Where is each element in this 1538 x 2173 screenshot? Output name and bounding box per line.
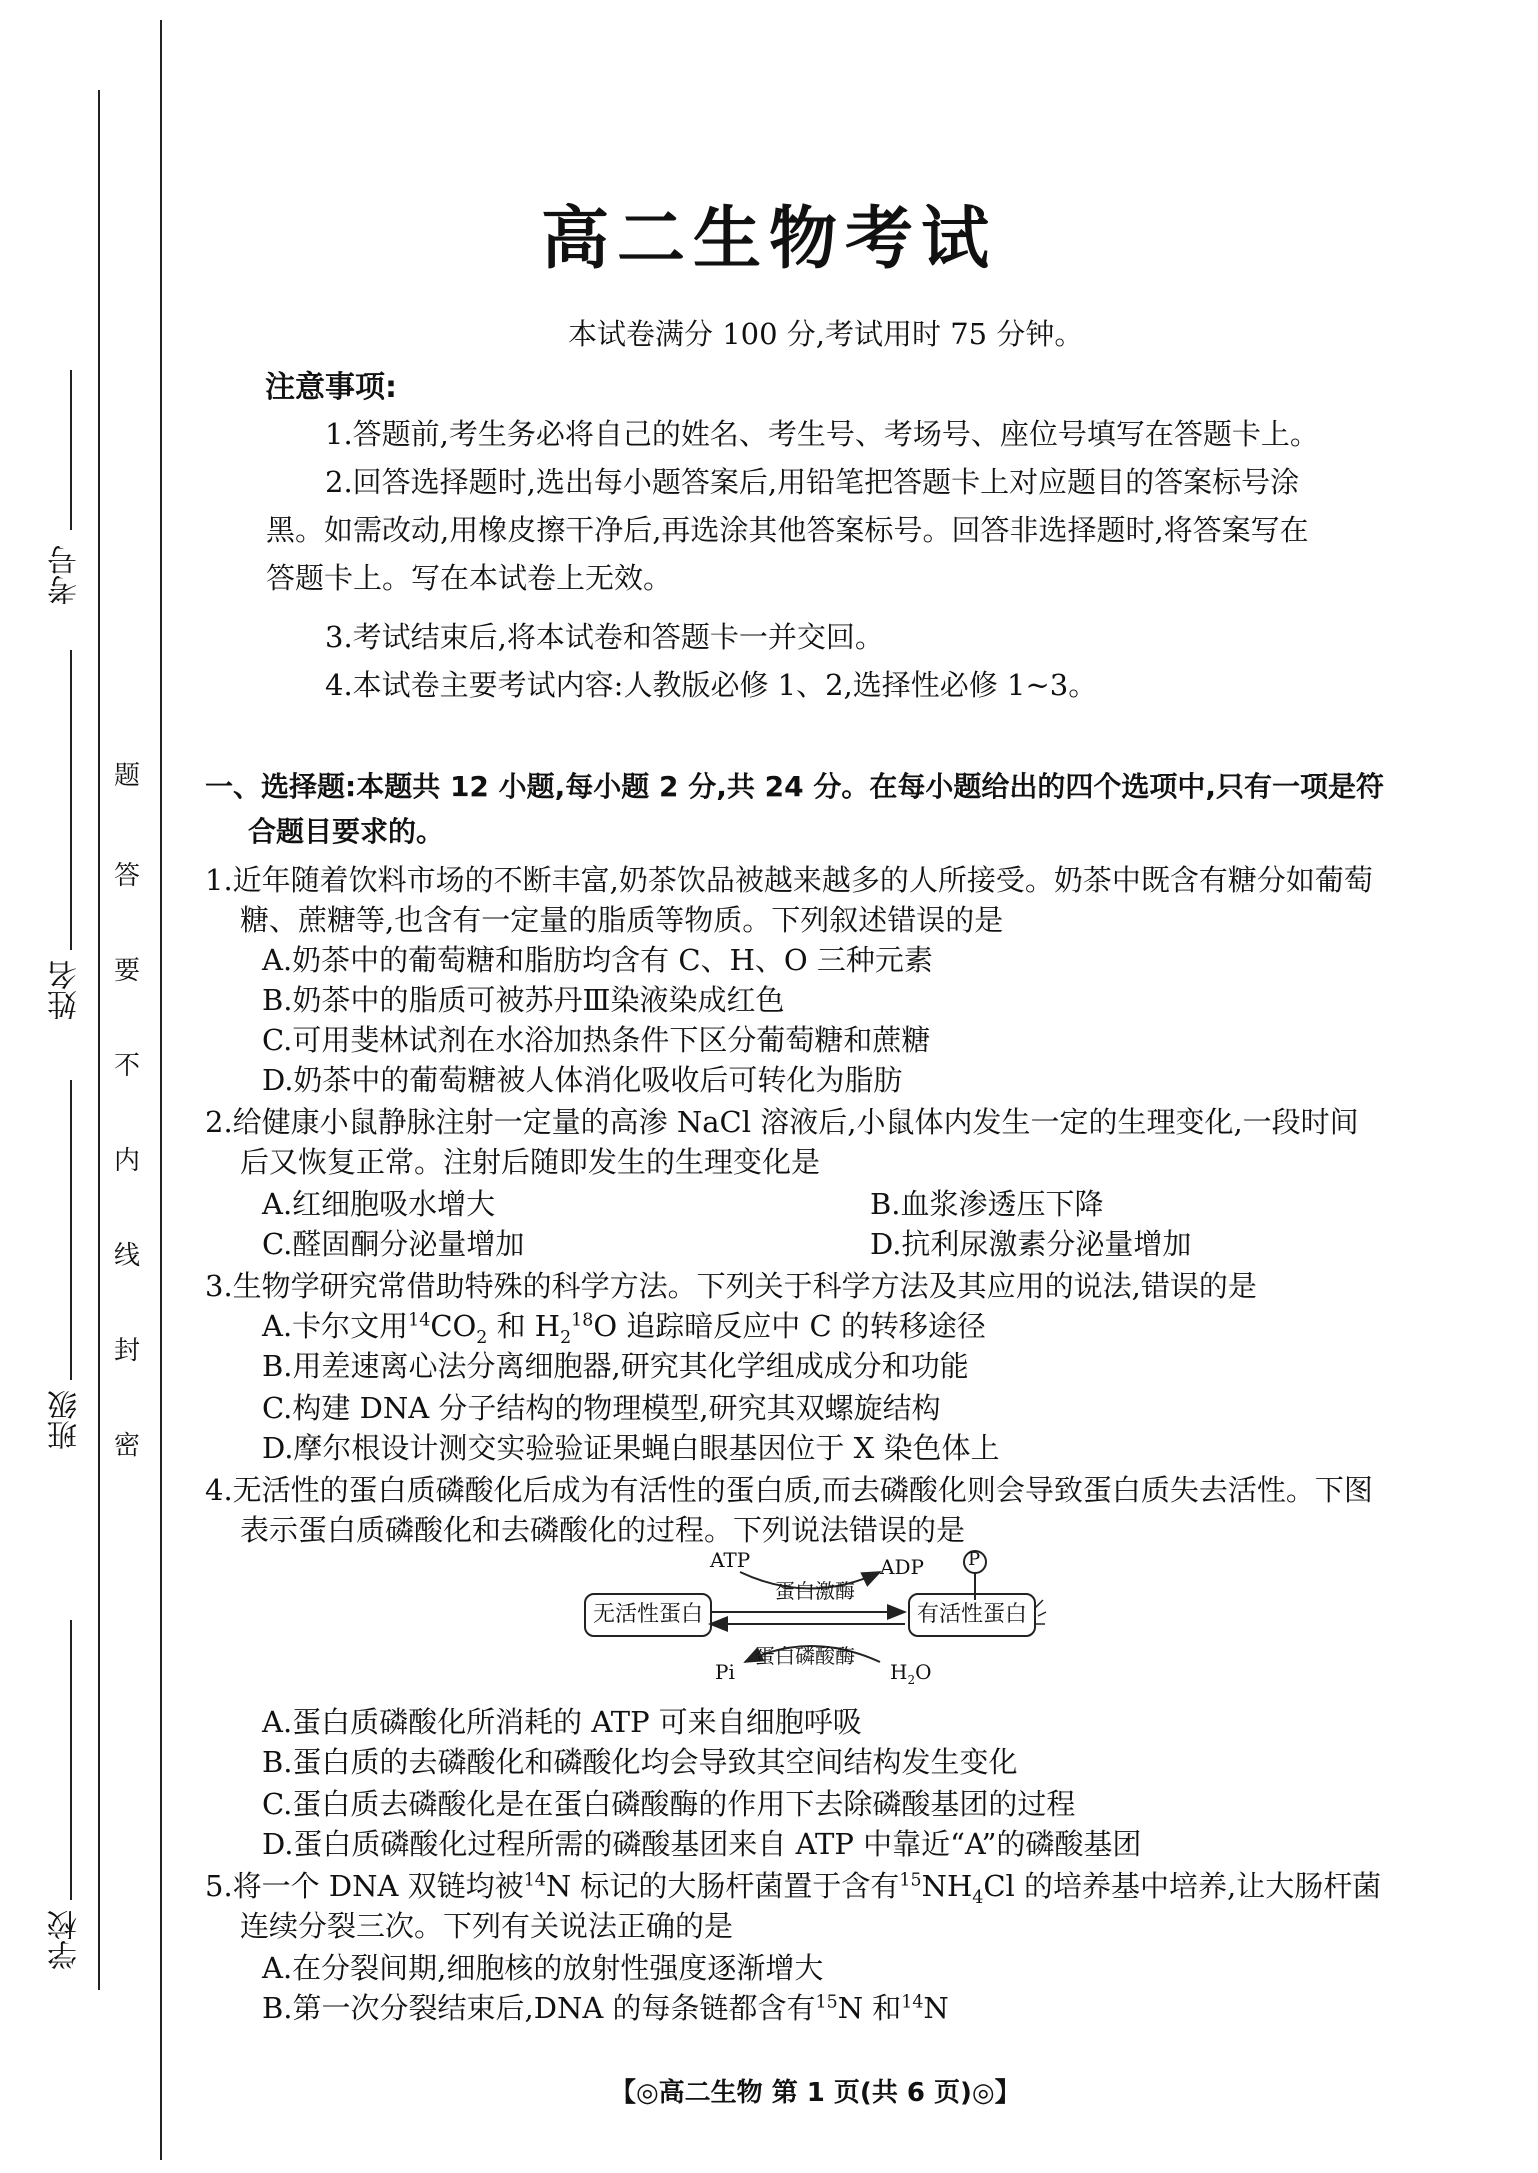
phosphatase-label: 蛋白磷酸酶 bbox=[755, 1644, 855, 1668]
notice-item: 4.本试卷主要考试内容:人教版必修 1、2,选择性必修 1~3。 bbox=[325, 668, 1098, 702]
q5-sup: 15 bbox=[899, 1870, 922, 1891]
q4-option-a: A.蛋白质磷酸化所消耗的 ATP 可来自细胞呼吸 bbox=[262, 1705, 862, 1739]
q3-a-sup: 18 bbox=[571, 1310, 594, 1331]
q1-option-a: A.奶茶中的葡萄糖和脂肪均含有 C、H、O 三种元素 bbox=[262, 943, 933, 977]
q4-option-b: B.蛋白质的去磷酸化和磷酸化均会导致其空间结构发生变化 bbox=[262, 1745, 1018, 1779]
q3-option-c: C.构建 DNA 分子结构的物理模型,研究其双螺旋结构 bbox=[262, 1391, 941, 1425]
q4-stem-cont: 表示蛋白质磷酸化和去磷酸化的过程。下列说法错误的是 bbox=[240, 1513, 966, 1547]
q3-a-text: A.卡尔文用 bbox=[262, 1309, 409, 1343]
q5-b-text: B.第一次分裂结束后,DNA 的每条链都含有 bbox=[262, 1991, 816, 2025]
seal-char: 内 bbox=[114, 1146, 141, 1176]
q3-a-sub: 2 bbox=[560, 1327, 572, 1348]
page-title: 高二生物考试 bbox=[540, 200, 997, 279]
q5-stem-cont: 连续分裂三次。下列有关说法正确的是 bbox=[240, 1909, 734, 1943]
page-footer: 【◎高二生物 第 1 页(共 6 页)◎】 bbox=[610, 2078, 1021, 2108]
margin-outer-line bbox=[160, 20, 162, 2160]
q2-option-a: A.红细胞吸水增大 bbox=[262, 1187, 496, 1221]
q4-stem: 4.无活性的蛋白质磷酸化后成为有活性的蛋白质,而去磷酸化则会导致蛋白质失去活性。下图 bbox=[205, 1473, 1373, 1507]
seal-char: 密 bbox=[114, 1431, 141, 1461]
q5-b-text: N 和 bbox=[837, 1991, 902, 2025]
h2o-label bbox=[890, 1660, 932, 1687]
h2o-text: H bbox=[890, 1660, 908, 1684]
q2-option-c: C.醛固酮分泌量增加 bbox=[262, 1227, 525, 1261]
notice-item: 黑。如需改动,用橡皮擦干净后,再选涂其他答案标号。回答非选择题时,将答案写在 bbox=[266, 513, 1309, 547]
school-label: 学校 bbox=[48, 1910, 83, 1970]
notice-item: 3.考试结束后,将本试卷和答题卡一并交回。 bbox=[325, 620, 884, 654]
notice-item: 答题卡上。写在本试卷上无效。 bbox=[266, 561, 673, 595]
q3-a-sub: 2 bbox=[476, 1327, 488, 1348]
q5-text: NH bbox=[921, 1869, 973, 1903]
q5-option-a: A.在分裂间期,细胞核的放射性强度逐渐增大 bbox=[262, 1951, 824, 1985]
pi-label: Pi bbox=[715, 1660, 735, 1684]
q2-option-b: B.血浆渗透压下降 bbox=[870, 1187, 1104, 1221]
active-protein-box: 有活性蛋白 bbox=[908, 1593, 1036, 1637]
notice-item: 1.答题前,考生务必将自己的姓名、考生号、考场号、座位号填写在答题卡上。 bbox=[325, 417, 1319, 451]
q2-stem-cont: 后又恢复正常。注射后随即发生的生理变化是 bbox=[240, 1145, 821, 1179]
class-blank bbox=[70, 1080, 72, 1380]
h2o-text: O bbox=[915, 1660, 932, 1684]
margin-inner-line bbox=[98, 90, 100, 1990]
q3-stem: 3.生物学研究常借助特殊的科学方法。下列关于科学方法及其应用的说法,错误的是 bbox=[205, 1269, 1257, 1303]
q3-a-text: CO bbox=[430, 1309, 477, 1343]
section-heading: 一、选择题:本题共 12 小题,每小题 2 分,共 24 分。在每小题给出的四个选项中,只有一项是符 bbox=[205, 770, 1385, 803]
section-heading-cont: 合题目要求的。 bbox=[248, 815, 445, 848]
q4-option-c: C.蛋白质去磷酸化是在蛋白磷酸酶的作用下去除磷酸基团的过程 bbox=[262, 1787, 1076, 1821]
seal-char: 答 bbox=[114, 861, 141, 891]
q4-option-d: D.蛋白质磷酸化过程所需的磷酸基团来自 ATP 中靠近“A”的磷酸基团 bbox=[262, 1827, 1142, 1861]
seat-blank bbox=[70, 370, 72, 530]
q5-text: 5.将一个 DNA 双链均被 bbox=[205, 1869, 524, 1903]
q5-sup: 14 bbox=[523, 1870, 546, 1891]
q3-a-sup: 14 bbox=[408, 1310, 431, 1331]
notice-item: 2.回答选择题时,选出每小题答案后,用铅笔把答题卡上对应题目的答案标号涂 bbox=[325, 465, 1300, 499]
q1-stem-cont: 糖、蔗糖等,也含有一定量的脂质等物质。下列叙述错误的是 bbox=[240, 903, 1004, 937]
q2-stem: 2.给健康小鼠静脉注射一定量的高渗 NaCl 溶液后,小鼠体内发生一定的生理变化,一段时间 bbox=[205, 1105, 1359, 1139]
notice-heading: 注意事项: bbox=[265, 370, 397, 405]
q1-option-c: C.可用斐林试剂在水浴加热条件下区分葡萄糖和蔗糖 bbox=[262, 1023, 931, 1057]
h2o-sub: 2 bbox=[907, 1673, 916, 1687]
seal-char: 线 bbox=[114, 1241, 141, 1271]
phosphate-circle-label: P bbox=[968, 1549, 981, 1570]
name-label: 姓名 bbox=[48, 960, 83, 1020]
adp-label: ADP bbox=[880, 1555, 924, 1579]
q3-option-d: D.摩尔根设计测交实验验证果蝇白眼基因位于 X 染色体上 bbox=[262, 1431, 1000, 1465]
q5-b-sup: 14 bbox=[901, 1992, 924, 2013]
inactive-protein-box: 无活性蛋白 bbox=[584, 1593, 712, 1637]
q5-option-b bbox=[262, 1986, 949, 2027]
q3-option-b: B.用差速离心法分离细胞器,研究其化学组成成分和功能 bbox=[262, 1349, 969, 1383]
q1-stem: 1.近年随着饮料市场的不断丰富,奶茶饮品被越来越多的人所接受。奶茶中既含有糖分如葡萄 bbox=[205, 863, 1373, 897]
kinase-label: 蛋白激酶 bbox=[775, 1579, 855, 1603]
exam-subtitle: 本试卷满分 100 分,考试用时 75 分钟。 bbox=[568, 317, 1084, 351]
q5-b-text: N bbox=[923, 1991, 949, 2025]
protein-tail bbox=[1035, 1600, 1046, 1624]
q2-option-d: D.抗利尿激素分泌量增加 bbox=[870, 1227, 1192, 1261]
q5-stem bbox=[205, 1864, 1381, 1908]
q1-option-d: D.奶茶中的葡萄糖被人体消化吸收后可转化为脂肪 bbox=[262, 1063, 903, 1097]
seal-char: 要 bbox=[114, 956, 141, 986]
q3-option-a bbox=[262, 1304, 986, 1348]
atp-label: ATP bbox=[710, 1548, 751, 1572]
q5-text: Cl 的培养基中培养,让大肠杆菌 bbox=[983, 1869, 1382, 1903]
q5-b-sup: 15 bbox=[815, 1992, 838, 2013]
q5-text: N 标记的大肠杆菌置于含有 bbox=[545, 1869, 900, 1903]
q3-a-text: 和 H bbox=[487, 1309, 561, 1343]
name-blank bbox=[70, 650, 72, 950]
seat-label: 考号 bbox=[48, 545, 83, 605]
q1-option-b: B.奶茶中的脂质可被苏丹Ⅲ染液染成红色 bbox=[262, 983, 785, 1017]
q5-sub: 4 bbox=[972, 1887, 984, 1908]
school-blank bbox=[70, 1620, 72, 1900]
class-label: 班级 bbox=[48, 1390, 83, 1450]
seal-char: 封 bbox=[114, 1336, 141, 1366]
seal-char: 不 bbox=[114, 1051, 141, 1081]
seal-char: 题 bbox=[114, 761, 141, 791]
q3-a-text: O 追踪暗反应中 C 的转移途径 bbox=[593, 1309, 986, 1343]
